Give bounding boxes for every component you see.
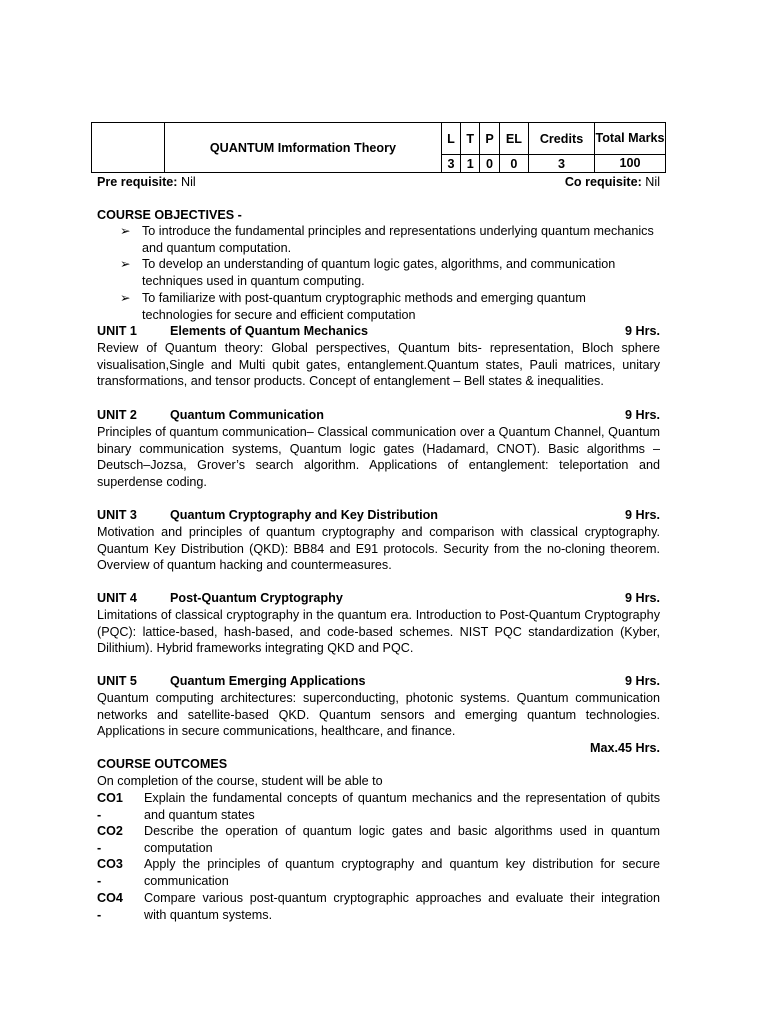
col-t-header: T bbox=[461, 123, 480, 155]
unit-hours: 9 Hrs. bbox=[624, 408, 660, 422]
outcome-code bbox=[97, 890, 123, 923]
val-total-marks: 100 bbox=[594, 155, 665, 173]
objectives-heading: COURSE OBJECTIVES - bbox=[97, 208, 242, 222]
outcome-code bbox=[97, 790, 123, 823]
outcome-code-label: CO1 bbox=[97, 791, 123, 805]
val-credits: 3 bbox=[529, 155, 595, 173]
unit-number: UNIT 2 bbox=[97, 408, 137, 422]
unit-title: Quantum Emerging Applications bbox=[170, 674, 366, 688]
unit-number: UNIT 3 bbox=[97, 508, 137, 522]
unit-heading bbox=[97, 590, 660, 607]
prereq-label: Pre requisite: bbox=[97, 175, 178, 189]
outcome-text: Apply the principles of quantum cryptography and quantum key distribution for secure communication bbox=[144, 857, 660, 888]
outcome-code-label: CO4 bbox=[97, 891, 123, 905]
unit-number: UNIT 1 bbox=[97, 324, 137, 338]
col-p-header: P bbox=[480, 123, 499, 155]
prereq-value: Nil bbox=[177, 175, 196, 189]
unit-body: Motivation and principles of quantum cryptography and comparison with classical cryptography. Quantum Key Distribution (QKD): BB84 and E91 protocols. Security from the no-cloning theorem. Overview of quantum hacking and countermeasures. bbox=[97, 525, 660, 572]
bullet-arrow-icon: ➢ bbox=[120, 224, 131, 238]
unit-heading bbox=[97, 407, 660, 424]
outcome-text: Explain the fundamental concepts of quantum mechanics and the representation of qubits and quantum states bbox=[144, 791, 660, 822]
outcome-code-label: CO2 bbox=[97, 824, 123, 838]
col-l-header: L bbox=[441, 123, 460, 155]
unit-title: Quantum Cryptography and Key Distribution bbox=[170, 508, 438, 522]
outcome-code bbox=[97, 856, 123, 889]
unit-number: UNIT 5 bbox=[97, 674, 137, 688]
course-header-table bbox=[91, 122, 666, 173]
blank-cell bbox=[92, 123, 165, 173]
unit-number: UNIT 4 bbox=[97, 591, 137, 605]
unit-heading bbox=[97, 507, 660, 524]
val-l: 3 bbox=[441, 155, 460, 173]
objective-item: To introduce the fundamental principles and representations underlying quantum mechanics and quantum computation. bbox=[142, 224, 654, 255]
outcome-code-dash: - bbox=[97, 873, 102, 888]
objective-item: To develop an understanding of quantum logic gates, algorithms, and communication techniques used in quantum computing. bbox=[142, 257, 616, 288]
col-credits-header: Credits bbox=[529, 123, 595, 155]
val-el: 0 bbox=[499, 155, 528, 173]
unit-hours: 9 Hrs. bbox=[624, 674, 660, 688]
outcome-text: Compare various post-quantum cryptographic approaches and evaluate their integration with quantum systems. bbox=[144, 891, 660, 922]
objective-item: To familiarize with post-quantum cryptographic methods and emerging quantum technologies for secure and efficient computation bbox=[142, 291, 586, 322]
unit-body: Limitations of classical cryptography in the quantum era. Introduction to Post-Quantum Cryptography (PQC): lattice-based, hash-based, and code-based schemes. NIST PQC standardization (Kyber, Dilithium). Hybrid frameworks integrating QKD and PQC. bbox=[97, 608, 660, 655]
prereq bbox=[97, 175, 196, 189]
col-total-marks-header: Total Marks bbox=[594, 123, 665, 155]
outcome-code-label: CO3 bbox=[97, 857, 123, 871]
unit-hours: 9 Hrs. bbox=[624, 591, 660, 605]
bullet-arrow-icon: ➢ bbox=[120, 257, 131, 271]
unit-title: Elements of Quantum Mechanics bbox=[170, 324, 369, 338]
outcomes-heading: COURSE OUTCOMES bbox=[97, 757, 228, 771]
outcome-code bbox=[97, 823, 123, 856]
course-title: QUANTUM Imformation Theory bbox=[165, 123, 442, 173]
unit-title: Quantum Communication bbox=[170, 408, 324, 422]
unit-heading bbox=[97, 673, 660, 690]
unit-hours: 9 Hrs. bbox=[624, 508, 660, 522]
coreq-value: Nil bbox=[641, 175, 660, 189]
val-p: 0 bbox=[480, 155, 499, 173]
unit-body: Review of Quantum theory: Global perspectives, Quantum bits- representation, Bloch sphere visualisation,Single and Multi qubit gates, entanglement.Quantum states, Pauli matrices, unitary transformations, and tensor products. Concept of entanglement – Bell states & inequalities. bbox=[97, 341, 660, 388]
outcome-code-dash: - bbox=[97, 807, 102, 822]
bullet-arrow-icon: ➢ bbox=[120, 291, 131, 305]
coreq-label: Co requisite: bbox=[564, 175, 642, 189]
outcome-code-dash: - bbox=[97, 840, 102, 855]
unit-body: Principles of quantum communication– Classical communication over a Quantum Channel, Quantum binary communication systems, Quantum logic gates (Hadamard, CNOT). Basic algorithms – Deutsch–Jozsa, Grover’s search algorithm. Applications of entanglement: teleportation and superdense coding. bbox=[97, 425, 660, 489]
coreq bbox=[565, 174, 660, 191]
unit-title: Post-Quantum Cryptography bbox=[170, 591, 343, 605]
unit-heading bbox=[97, 323, 660, 340]
val-t: 1 bbox=[461, 155, 480, 173]
outcomes-intro: On completion of the course, student will be able to bbox=[97, 774, 383, 788]
unit-body: Quantum computing architectures: superconducting, photonic systems. Quantum communication networks and satellite-based QKD. Quantum sensors and emerging quantum technologies. Applications in secure communications, healthcare, and finance. bbox=[97, 691, 660, 738]
outcome-text: Describe the operation of quantum logic gates and basic algorithms used in quantum computation bbox=[144, 824, 660, 855]
max-hours: Max.45 Hrs. bbox=[589, 741, 660, 755]
outcome-code-dash: - bbox=[97, 907, 102, 922]
unit-hours: 9 Hrs. bbox=[624, 324, 660, 338]
col-el-header: EL bbox=[499, 123, 528, 155]
requisites-row bbox=[97, 174, 660, 191]
